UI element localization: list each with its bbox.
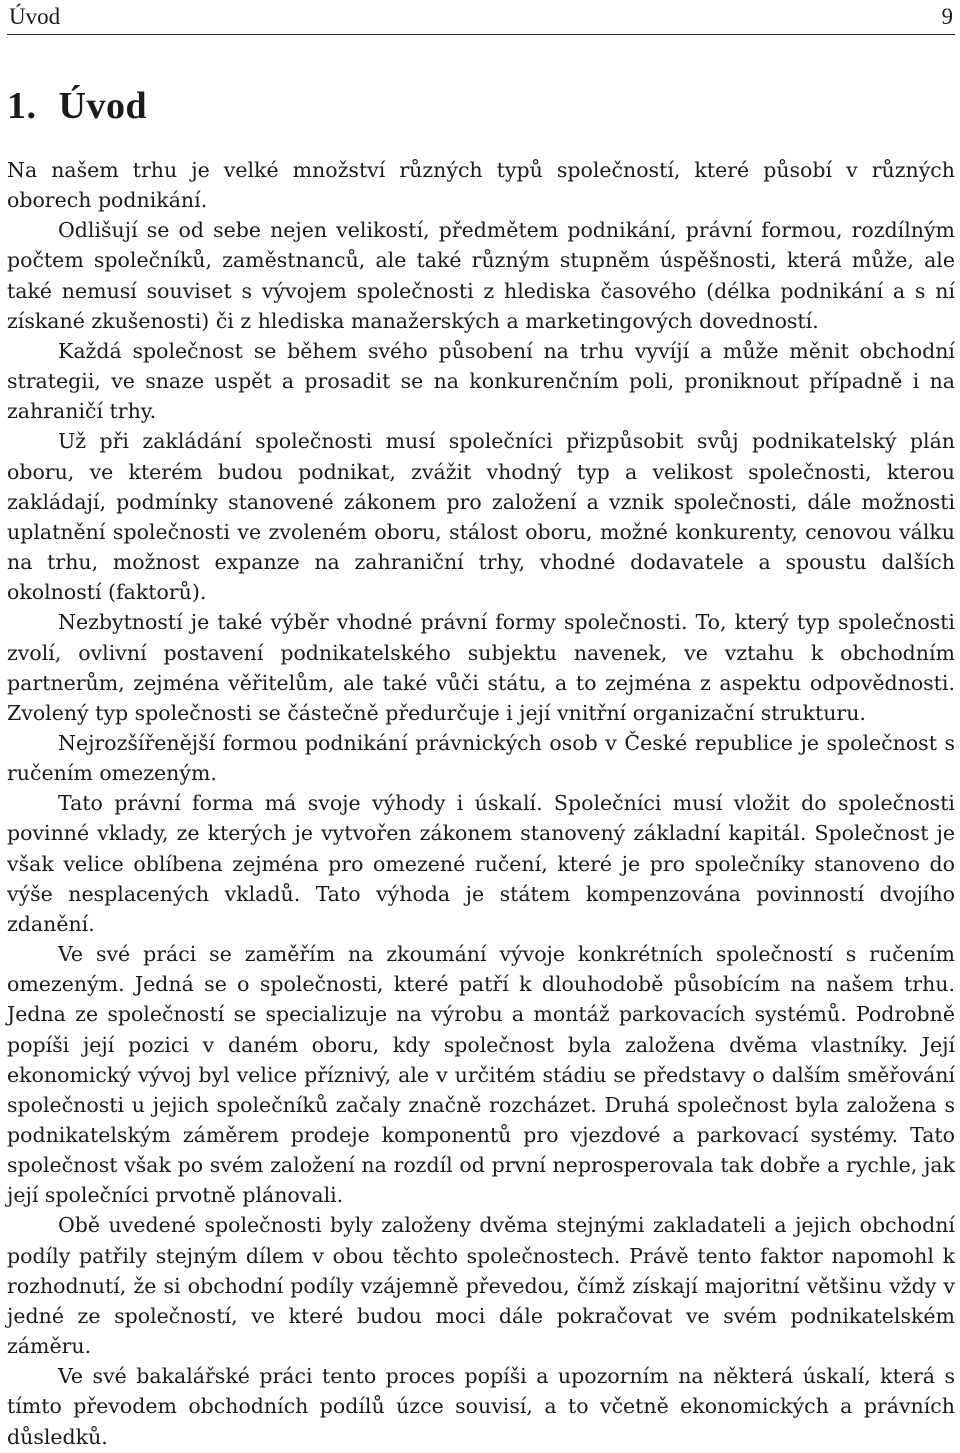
paragraph: Tato právní forma má svoje výhody i úskalí. Společníci musí vložit do společnosti povinné vklady, ze kterých je vytvořen zákonem stanovený základní kapitál. Společnost je však velice oblíbena zejména pro omezené ručení, které je pro společníky stanoveno do výše nesplacených vkladů. Tato výhoda je státem kompenzována povinností dvojího zdanění.: [7, 791, 955, 936]
document-page: [7, 0, 955, 1452]
paragraph: Každá společnost se během svého působení na trhu vyvíjí a může měnit obchodní strategii, ve snaze uspět a prosadit se na konkurenčním poli, proniknout případně i na zahraničí trhy.: [7, 338, 955, 424]
chapter-number: 1.: [7, 85, 37, 127]
paragraph: Odlišují se od sebe nejen velikostí, předmětem podnikání, právní formou, rozdílným počtem společníků, zaměstnanců, ale také různým stupněm úspěšnosti, která může, ale také nemusí souviset s vývojem společnosti z hlediska časového (délka podnikání a s ní získané zkušenosti) či z hlediska manažerských a marketingových dovedností.: [7, 218, 955, 333]
chapter-title: Úvod: [58, 85, 148, 127]
running-header: [7, 0, 955, 35]
paragraph: Obě uvedené společnosti byly založeny dvěma stejnými zakladateli a jejich obchodní podíly patřily stejným dílem v obou těchto společnostech. Právě tento faktor napomohl k rozhodnutí, že si obchodní podíly vzájemně převedou, čímž získají majoritní většinu vždy v jedné ze společností, ve které budou moci dále pokračovat ve svém podnikatelském záměru.: [7, 1213, 955, 1359]
paragraph: Na našem trhu je velké množství různých typů společností, které působí v různých oborech podnikání.: [7, 158, 955, 213]
paragraph: Ve své práci se zaměřím na zkoumání vývoje konkrétních společností s ručením omezeným. Jedná se o společnosti, které patří k dlouhodobě působícím na našem trhu. Jedna ze společností se specializuje na výrobu a montáž parkovacích systémů. Podrobně popíši její pozici v daném oboru, kdy společnost byla založena dvěma vlastníky. Její ekonomický vývoj byl velice příznivý, ale v určitém stádiu se představy o dalším směřování společnosti u jejich společníků začaly značně rozcházet. Druhá společnost byla založena s podnikatelským záměrem prodeje komponentů pro vjezdové a parkovací systémy. Tato společnost však po svém založení na rozdíl od první neprosperovala tak dobře a rychle, jak její společníci prvotně plánovali.: [7, 942, 955, 1208]
paragraph: Nezbytností je také výběr vhodné právní formy společnosti. To, který typ společnosti zvolí, ovlivní postavení podnikatelského subjektu navenek, ve vztahu k obchodním partnerům, zejména věřitelům, ale také vůči státu, a to zejména z aspektu odpovědnosti. Zvolený typ společnosti se částečně předurčuje i její vnitřní organizační strukturu.: [7, 610, 955, 725]
chapter-heading: [7, 83, 955, 129]
paragraph: Ve své bakalářské práci tento proces popíši a upozorním na některá úskalí, která s tímto převodem obchodních podílů úzce souvisí, a to včetně ekonomických a právních důsledků.: [7, 1364, 955, 1449]
header-section-title: Úvod: [9, 4, 61, 29]
page-number: 9: [941, 4, 953, 29]
paragraph: Nejrozšířenější formou podnikání právnických osob v České republice je společnost s ručením omezeným.: [7, 730, 955, 786]
body-text: [7, 155, 955, 1452]
paragraph: Už při zakládání společnosti musí společníci přizpůsobit svůj podnikatelský plán oboru, ve kterém budou podnikat, zvážit vhodný typ a velikost společnosti, kterou zakládají, podmínky stanovené zákonem pro založení a vznik společnosti, dále možnosti uplatnění společnosti ve zvoleném oboru, stálost oboru, možné konkurenty, cenovou válku na trhu, možnost expanze na zahraniční trhy, vhodné dodavatele a spoustu dalších okolností (faktorů).: [7, 429, 955, 605]
